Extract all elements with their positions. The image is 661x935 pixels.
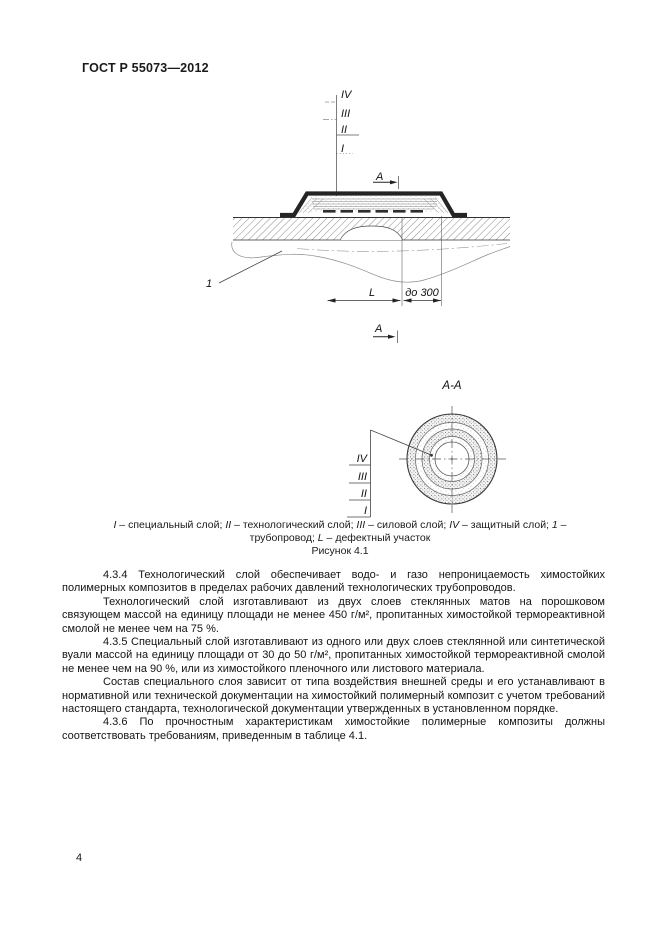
pipe-break-out xyxy=(232,242,510,282)
repair-patch xyxy=(280,194,467,216)
layer-label-ii-section: II xyxy=(360,488,367,500)
section-cut-label-top: А xyxy=(376,171,384,183)
layer-callout-stack-section xyxy=(347,430,371,517)
dim-defect-length-label: L xyxy=(368,287,376,299)
caption-line-1: I – специальный слой; II – технологический слой; III – силовой слой; IV – защитный слой; 1 – xyxy=(113,519,567,531)
figure-caption xyxy=(30,519,650,558)
pipe-callout-label: 1 xyxy=(206,278,213,290)
dim-overlap-label: до 300 xyxy=(405,287,439,299)
layer-label-ii-top: II xyxy=(341,124,348,136)
paragraph-4-3-6: 4.3.6 По прочностным характеристикам химостойкие полимерные композиты должны соответствовать требованиям, приведенным в таблице 4.1. xyxy=(62,716,605,742)
paragraph-4-3-5-cont: Состав специального слоя зависит от типа воздействия внешней среды и его устанавливают в нормативной или технической документации на химостойкий полимерный композит с учетом требований настоящего стандарта, технологической документации утвержденных в установленном порядке. xyxy=(62,676,605,716)
paragraph-4-3-5: 4.3.5 Специальный слой изготавливают из одного или двух слоев стеклянной или синтетической вуали массой на единицу площади от 30 до 50 г/м², пропитанных химостойкой термореактивной смолой не менее чем на 90 %, или из химостойкого пленочного или листового материала. xyxy=(62,636,605,675)
dimension-overlap xyxy=(404,287,442,303)
document-header: ГОСТ Р 55073—2012 xyxy=(82,61,209,75)
figure-4-1-drawing xyxy=(0,85,661,523)
layer-label-iv-section: IV xyxy=(356,453,367,465)
page-number: 4 xyxy=(76,852,83,864)
paragraph-4-3-4-cont: Технологический слой изготавливают из двух слоев стеклянных матов на порошковом связующем массой на единицу площади не менее 450 г/м², пропитанных химостойкой термореактивной смолой не менее чем на 75 %. xyxy=(62,595,605,635)
section-view-a-a xyxy=(347,380,506,517)
paragraph-4-3-4: 4.3.4 Технологический слой обеспечивает водо- и газо непроницаемость химостойких полимерных композитов в пределах рабочих давлений технологических трубопроводов. xyxy=(62,569,605,595)
body-text xyxy=(62,569,605,743)
layer-label-i-section: I xyxy=(363,505,367,517)
layer-label-iii-top: III xyxy=(341,108,351,120)
layer-label-iv-top: IV xyxy=(341,89,352,101)
layer-label-iii-section: III xyxy=(357,471,367,483)
figure-number: Рисунок 4.1 xyxy=(311,545,369,557)
section-cut-mark-top xyxy=(373,171,399,189)
layer-label-i-top: I xyxy=(341,143,345,155)
section-view-title: А-А xyxy=(442,380,462,392)
dimension-defect-length xyxy=(328,287,401,303)
section-cut-label-bottom: А xyxy=(375,323,383,335)
caption-line-2: трубопровод; L – дефектный участок xyxy=(249,532,431,544)
section-cut-mark-bottom xyxy=(373,323,398,343)
